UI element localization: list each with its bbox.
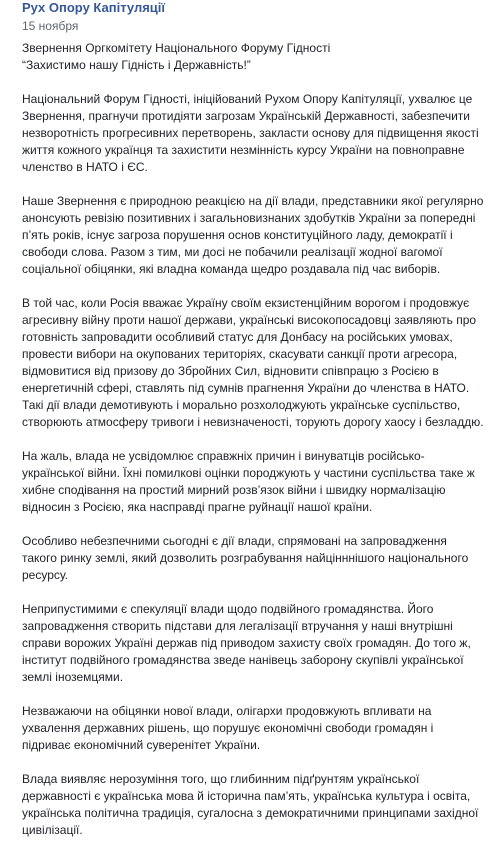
post-paragraph: В той час, коли Росія вважає Україну своїм екзистенційним ворогом і продовжує агресивну війну проти нашої держави, українські високопосадовці заявляють про готовність запровадити особливий статус для Донбасу на російських умовах, провести вибори на окупованих територіях, скасувати санкції проти агресора, відмовитися від призову до Збройних Сил, відновити співпрацю з Росією в енергетичній сфері, ставлять під сумнів прагнення України до членства в НАТО. Такі дії влади демотивують і морально розхолоджують українське суспільство, створюють атмосферу тривоги і невизначеності, торують дорогу хаосу і безладдю. xyxy=(22,296,484,429)
post-paragraph: Неприпустимими є спекуляції влади щодо подвійного громадянства. Його запровадження створить підстави для легалізації втручання у наші внутрішні справи ворожих Україні держав під приводом захисту своїх громадян. До того ж, інститут подвійного громадянства зведе нанівець заборону скупівлі української землі іноземцями. xyxy=(22,602,471,684)
post-paragraph: Наше Звернення є природною реакцією на дії влади, представники якої регулярно анонсують ревізію позитивних і загальновизнаних здобутків України за попередні п’ять років, існує загроза порушення основ конституційного ладу, демократії і свободи слова. Разом з тим, ми досі не побачили реалізації жодної вагомої соціальної обіцянки, які владна команда щедро роздавала під час виборів. xyxy=(22,194,484,276)
post-date-link[interactable]: 15 ноября xyxy=(22,19,79,33)
post-paragraph: Влада виявляє нерозуміння того, що глибинним підґрунтям української державності є українська мова й історична пам’ять, українська культура і освіта, українська політична традиція, сугалосна з демократичними принципами західної цивілізації. xyxy=(22,772,479,837)
post-paragraph: На жаль, влада не усвідомлює справжніх причин і винуватців російсько-української війни. Їхні помилкові оцінки породжують у частини суспільства таке ж хибне сподівання на простий мирний розв’язок війни і швидку нормалізацію відносин з Росією, яка насправді прагне руйнації нашої країни. xyxy=(22,449,475,514)
post-body xyxy=(22,40,484,856)
post-header xyxy=(22,0,165,34)
author-link[interactable]: Рух Опору Капітуляції xyxy=(22,0,166,15)
post-title: Звернення Оргкомітету Національного Форуму Гідності “Захистимо нашу Гідність і Державність!” xyxy=(22,41,331,72)
post-paragraph: Незважаючи на обіцянки нової влади, олігархи продовжують впливати на ухвалення державних рішень, що порушує економічні свободи громадян і підриває економічний суверенітет України. xyxy=(22,704,434,752)
post-paragraph: Особливо небезпечними сьогодні є дії влади, спрямовані на запровадження такого ринку землі, який дозволить розграбування найцінннішого національного ресурсу. xyxy=(22,534,469,582)
post-paragraph: Національний Форум Гідності, ініційований Рухом Опору Капітуляції, ухвалює це Звернення, прагнучи протидіяти загрозам Українській Державності, забезпечити незворотність прогресивних перетворень, закласти основу для підвищення якості життя кожного українця та захистити незмінність курсу України на повноправне членство в НАТО і ЄС. xyxy=(22,92,479,174)
